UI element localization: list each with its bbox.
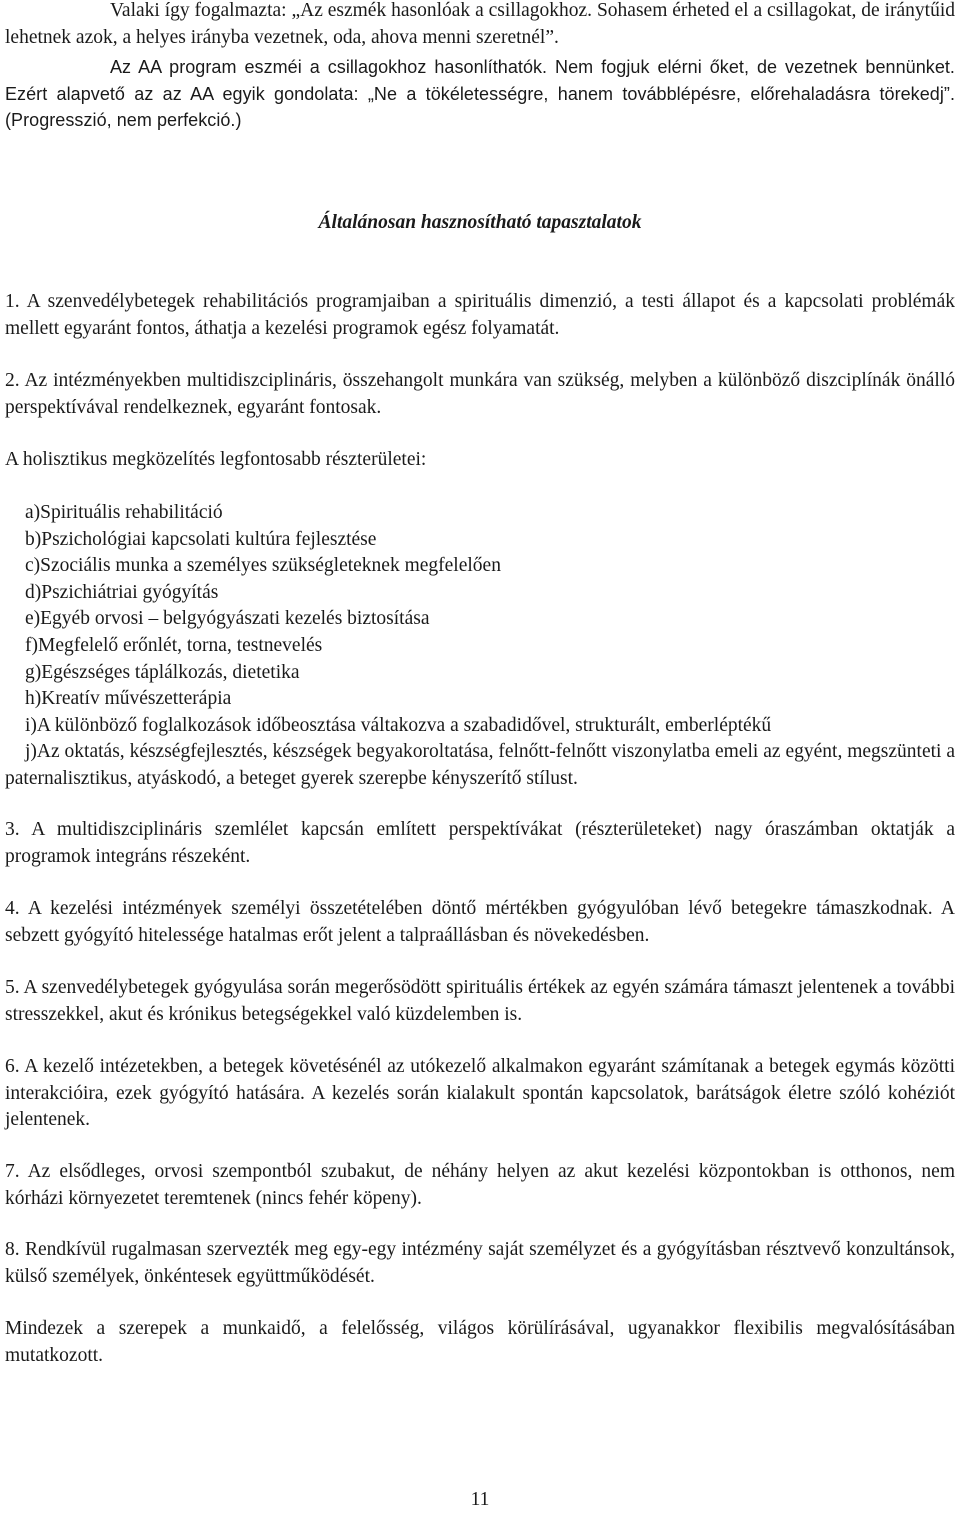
list-item: h)Kreatív művészetterápia [25,688,232,710]
list-item: a)Spirituális rehabilitáció [25,502,223,523]
intro-paragraph-1: Valaki így fogalmazta: „Az eszmék hasonlóak a csillagokhoz. Sohasem érheted el a csillagokat, de iránytűid lehetnek azok, a helyes irányba vezetnek, oda, ahova menni szeretnél”. [5,0,955,48]
point-5: 5. A szenvedélybetegek gyógyulása során megerősödött spirituális értékek az egyén számára támaszt jelentenek a további stresszekkel, akut és krónikus betegségekkel való küzdelemben is. [5,977,955,1025]
list-item: c)Szociális munka a személyes szükségleteknek megfelelően [25,555,501,577]
point-2: 2. Az intézményekben multidiszciplináris, összehangolt munkára van szükség, melyben a különböző diszciplínák önálló perspektívával rendelkeznek, egyaránt fontosak. [5,370,955,418]
closing-paragraph: Mindezek a szerepek a munkaidő, a felelősség, világos körülírásával, ugyanakkor flexibilis megvalósításában mutatkozott. [5,1318,955,1366]
list-item: g)Egészséges táplálkozás, dietetika [25,661,300,683]
list-item: e)Egyéb orvosi – belgyógyászati kezelés biztosítása [25,608,430,630]
holistic-intro: A holisztikus megközelítés legfontosabb részterületei: [5,449,427,470]
point-4: 4. A kezelési intézmények személyi összetételében döntő mértékben gyógyulóban lévő betegekre támaszkodnak. A sebzett gyógyító hitelessége hatalmas erőt jelent a talpraállásban és növekedésben. [5,898,955,946]
list-item: i)A különböző foglalkozások időbeosztása váltakozva a szabadidővel, strukturált, emberléptékű [25,714,772,736]
list-item: d)Pszichiátriai gyógyítás [25,581,219,603]
point-7: 7. Az elsődleges, orvosi szempontból szubakut, de néhány helyen az akut kezelési központokban is otthonos, nem kórházi környezetet teremtenek (nincs fehér köpeny). [5,1161,955,1209]
list-item: b)Pszichológiai kapcsolati kultúra fejlesztése [25,528,377,550]
intro-paragraph-2: Az AA program eszméi a csillagokhoz hasonlíthatók. Nem fogjuk elérni őket, de vezetnek bennünket. Ezért alapvető az az AA egyik gondolata: „Ne a tökéletességre, hanem továbblépésre, előrehaladásra törekedj”. (Progresszió, nem perfekció.) [5,57,955,130]
point-3: 3. A multidiszciplináris szemlélet kapcsán említett perspektívákat (részterületeket) nagy óraszámban oktatják a programok integráns részeként. [5,819,955,867]
list-item: j)Az oktatás, készségfejlesztés, készségek begyakoroltatása, felnőtt-felnőtt viszonylatba emeli az egyént, megszünteti a paternalisztikus, atyáskodó, a beteget gyerek szerepbe kényszerítő stílust. [5,741,955,789]
point-8: 8. Rendkívül rugalmasan szervezték meg egy-egy intézmény saját személyzet és a gyógyításban résztvevő konzultánsok, külső személyek, önkéntesek együttműködését. [5,1239,955,1287]
page-number: 11 [470,1489,490,1510]
holistic-areas-list [5,500,955,793]
point-1: 1. A szenvedélybetegek rehabilitációs programjaiban a spirituális dimenzió, a testi állapot és a kapcsolati problémák mellett egyaránt fontos, áthatja a kezelési programok egész folyamatát. [5,291,955,339]
point-6: 6. A kezelő intézetekben, a betegek követésénél az utókezelő alkalmakon egyaránt számítanak a betegek egymás közötti interakcióira, ezek gyógyító hatására. A kezelés során kialakult spontán kapcsolatok, barátságok életre szóló kohéziót jelentenek. [5,1056,955,1130]
list-item: f)Megfelelő erőnlét, torna, testnevelés [25,634,323,656]
section-heading: Általánosan hasznosítható tapasztalatok [318,212,642,233]
